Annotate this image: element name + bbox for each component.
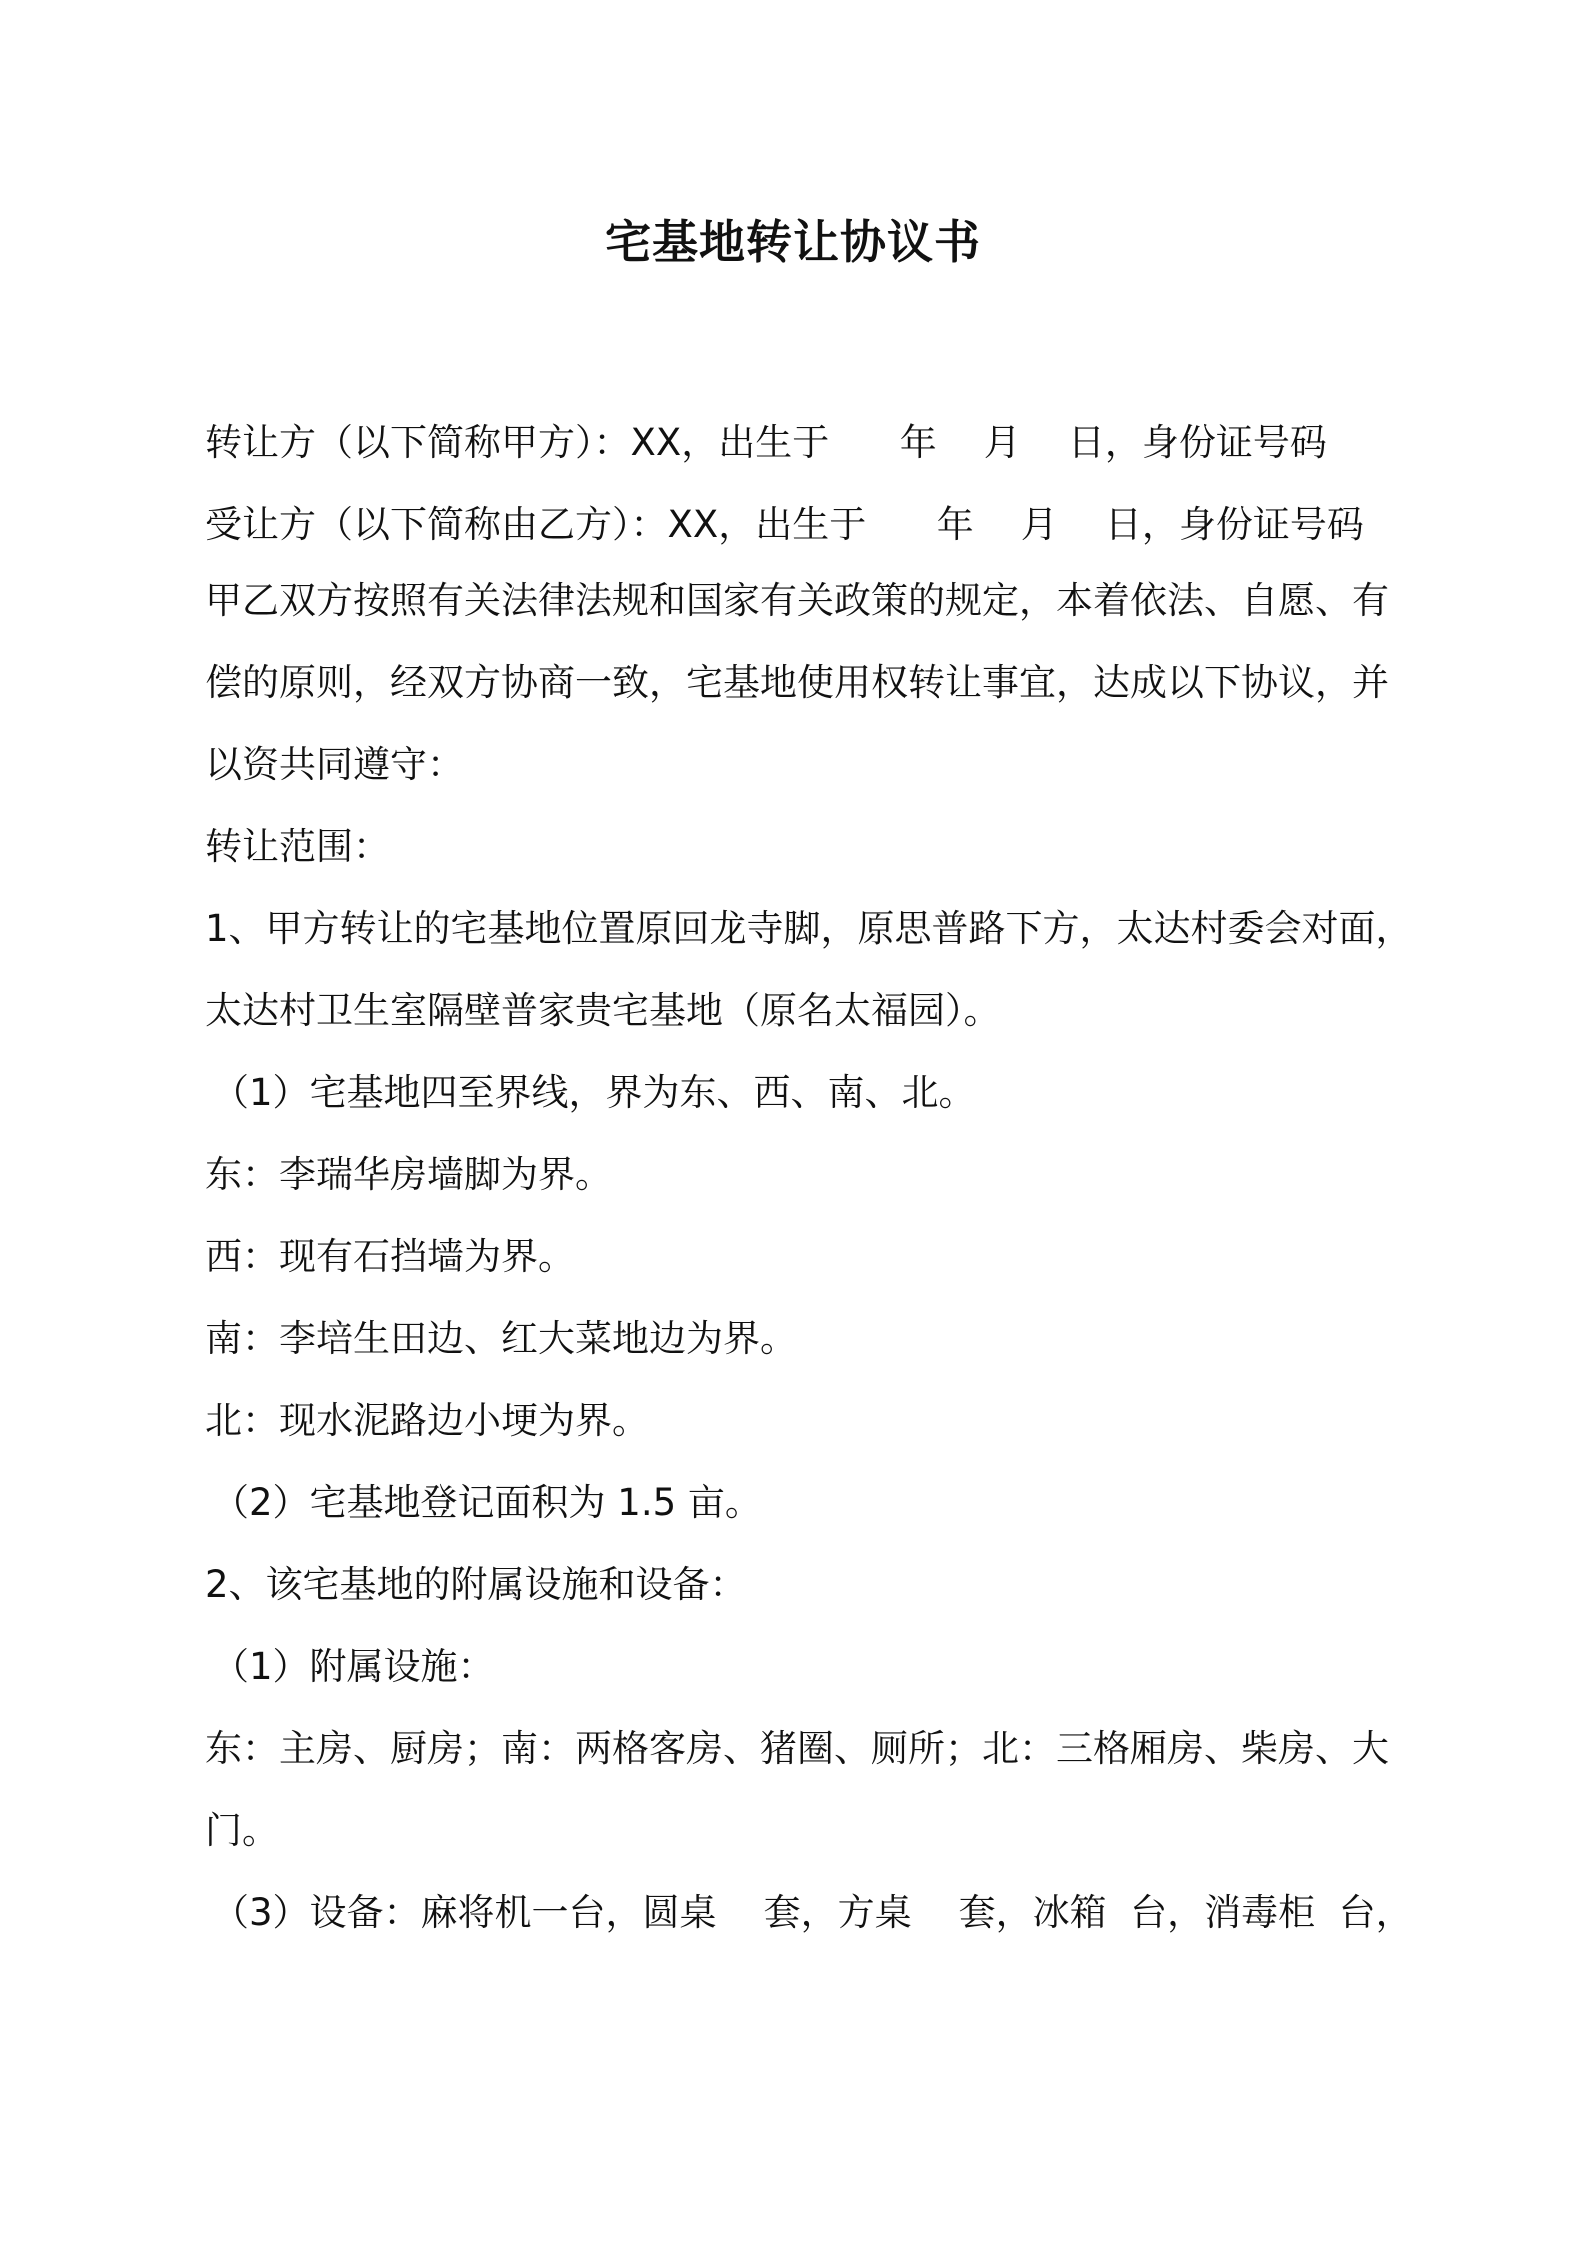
subclause-facilities: （1）附属设施： — [212, 1645, 495, 1688]
paragraph-transferor: 转让方（以下简称甲方）：XX，出生于 年 月 日，身份证号码 — [205, 421, 1327, 464]
boundary-north: 北：现水泥路边小埂为界。 — [205, 1399, 649, 1442]
paragraph-preamble-line-1: 甲乙双方按照有关法律法规和国家有关政策的规定，本着依法、自愿、有 — [205, 579, 1389, 622]
subclause-equipment: （3）设备：麻将机一台，圆桌 套，方桌 套，冰箱 台，消毒柜 台， — [212, 1891, 1413, 1934]
boundary-west: 西：现有石挡墙为界。 — [205, 1235, 575, 1278]
facilities-line-2: 门。 — [205, 1809, 279, 1852]
section-heading-scope: 转让范围： — [205, 825, 390, 868]
paragraph-preamble-line-3: 以资共同遵守： — [205, 743, 464, 786]
boundary-south: 南：李培生田边、红大菜地边为界。 — [205, 1317, 797, 1360]
paragraph-preamble-line-2: 偿的原则，经双方协商一致，宅基地使用权转让事宜，达成以下协议，并 — [205, 661, 1389, 704]
clause-1-line-1: 1、甲方转让的宅基地位置原回龙寺脚，原思普路下方，太达村委会对面， — [205, 907, 1413, 950]
facilities-line-1: 东：主房、厨房；南：两格客房、猪圈、厕所；北：三格厢房、柴房、大 — [205, 1727, 1389, 1770]
document-title: 宅基地转让协议书 — [605, 215, 981, 269]
subclause-area: （2）宅基地登记面积为 1.5 亩。 — [212, 1481, 762, 1524]
subclause-boundaries: （1）宅基地四至界线，界为东、西、南、北。 — [212, 1071, 976, 1114]
boundary-east: 东：李瑞华房墙脚为界。 — [205, 1153, 612, 1196]
paragraph-transferee: 受让方（以下简称由乙方）：XX，出生于 年 月 日，身份证号码 — [205, 503, 1364, 546]
clause-1-line-2: 太达村卫生室隔壁普家贵宅基地（原名太福园）。 — [205, 989, 1001, 1032]
clause-2-heading: 2、该宅基地的附属设施和设备： — [205, 1563, 747, 1606]
